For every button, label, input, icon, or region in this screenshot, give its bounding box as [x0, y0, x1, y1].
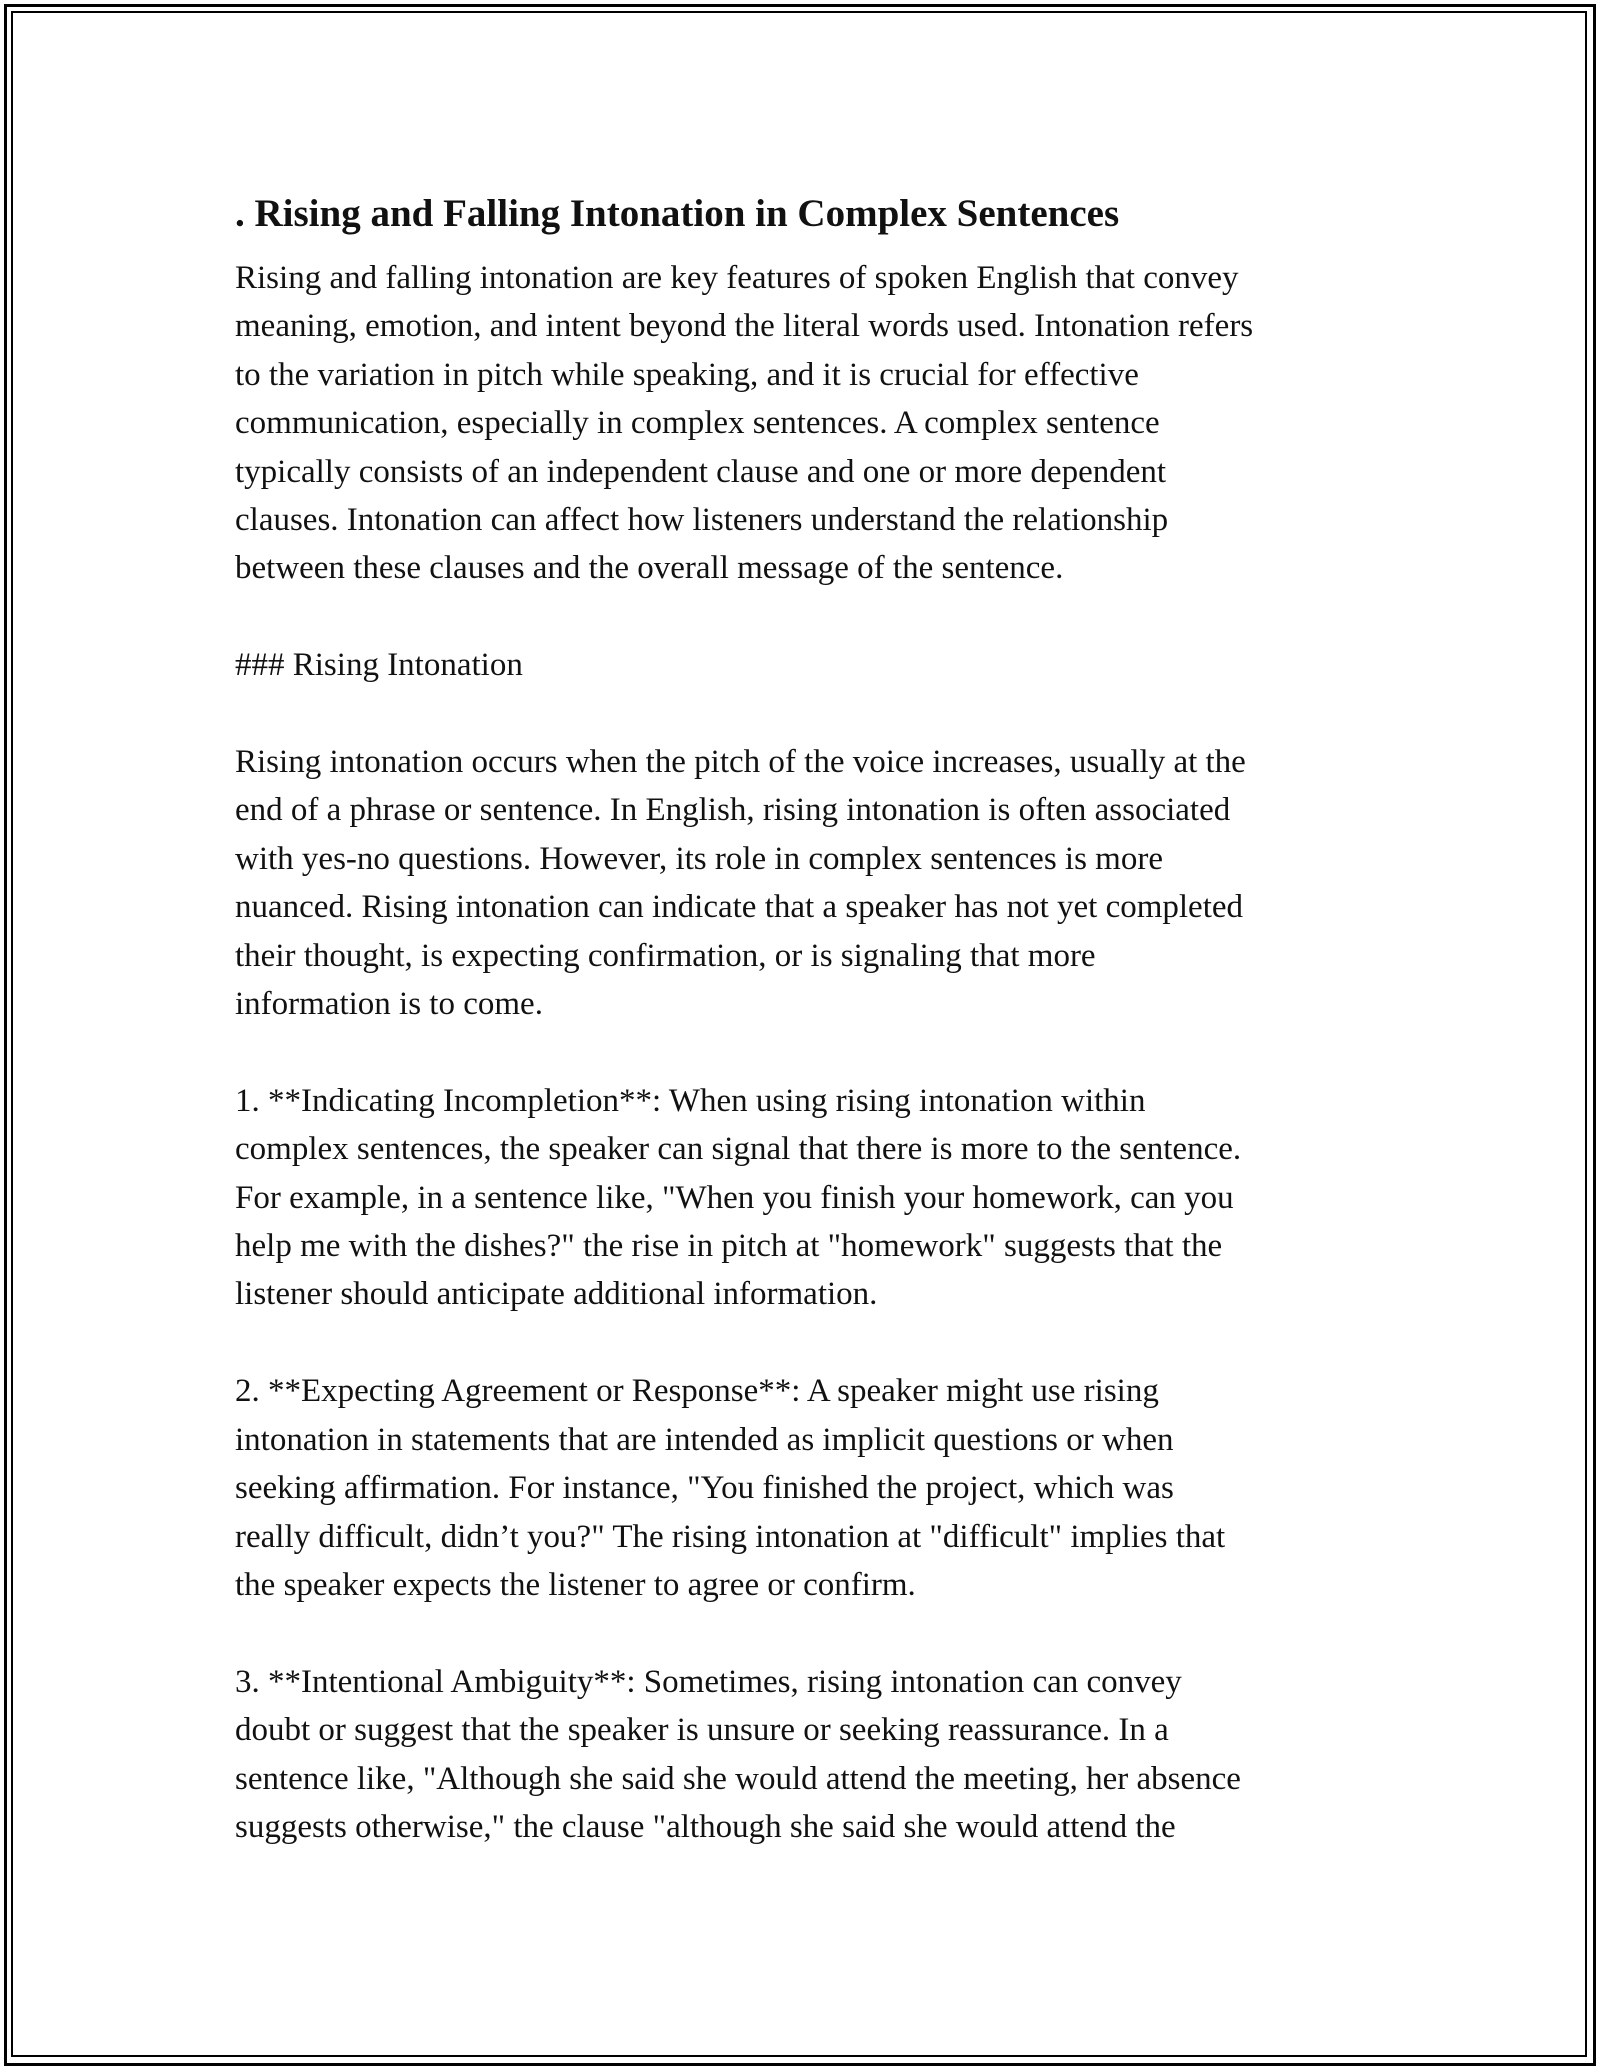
- paragraph-rising-overview: Rising intonation occurs when the pitch of the voice increases, usually at the end of a phrase or sentence. In English, rising intonation is often associated with yes-no questions. However, its role in complex sentences is more nuanced. Rising intonation can indicate that a speaker has not yet completed their thought, is expecting confirmation, or is signaling that more information is to come.: [235, 744, 1246, 1023]
- list-item-indicating-incompletion: 1. **Indicating Incompletion**: When using rising intonation within complex sentences, the speaker can signal that there is more to the sentence. For example, in a sentence like, "When you finish your homework, can you help me with the dishes?" the rise in pitch at "homework" suggests that the listener should anticipate additional information.: [235, 1082, 1242, 1313]
- section-heading-rising-intonation: ### Rising Intonation: [235, 647, 523, 684]
- document-title: . Rising and Falling Intonation in Complex Sentences: [235, 192, 1120, 235]
- document-body: [235, 184, 1385, 1900]
- list-item-intentional-ambiguity: 3. **Intentional Ambiguity**: Sometimes, rising intonation can convey doubt or suggest that the speaker is unsure or seeking reassurance. In a sentence like, "Although she said she would attend the meeting, her absence suggests otherwise," the clause "although she said she would attend the: [235, 1663, 1241, 1845]
- paragraph-intro: Rising and falling intonation are key features of spoken English that convey meaning, emotion, and intent beyond the literal words used. Intonation refers to the variation in pitch while speaking, and it is crucial for effective communication, especially in complex sentences. A complex sentence typically consists of an independent clause and one or more dependent clauses. Intonation can affect how listeners understand the relationship between these clauses and the overall message of the sentence.: [235, 260, 1254, 587]
- list-item-expecting-agreement: 2. **Expecting Agreement or Response**: A speaker might use rising intonation in statements that are intended as implicit questions or when seeking affirmation. For instance, "You finished the project, which was really difficult, didn’t you?" The rising intonation at "difficult" implies that the speaker expects the listener to agree or confirm.: [235, 1373, 1226, 1603]
